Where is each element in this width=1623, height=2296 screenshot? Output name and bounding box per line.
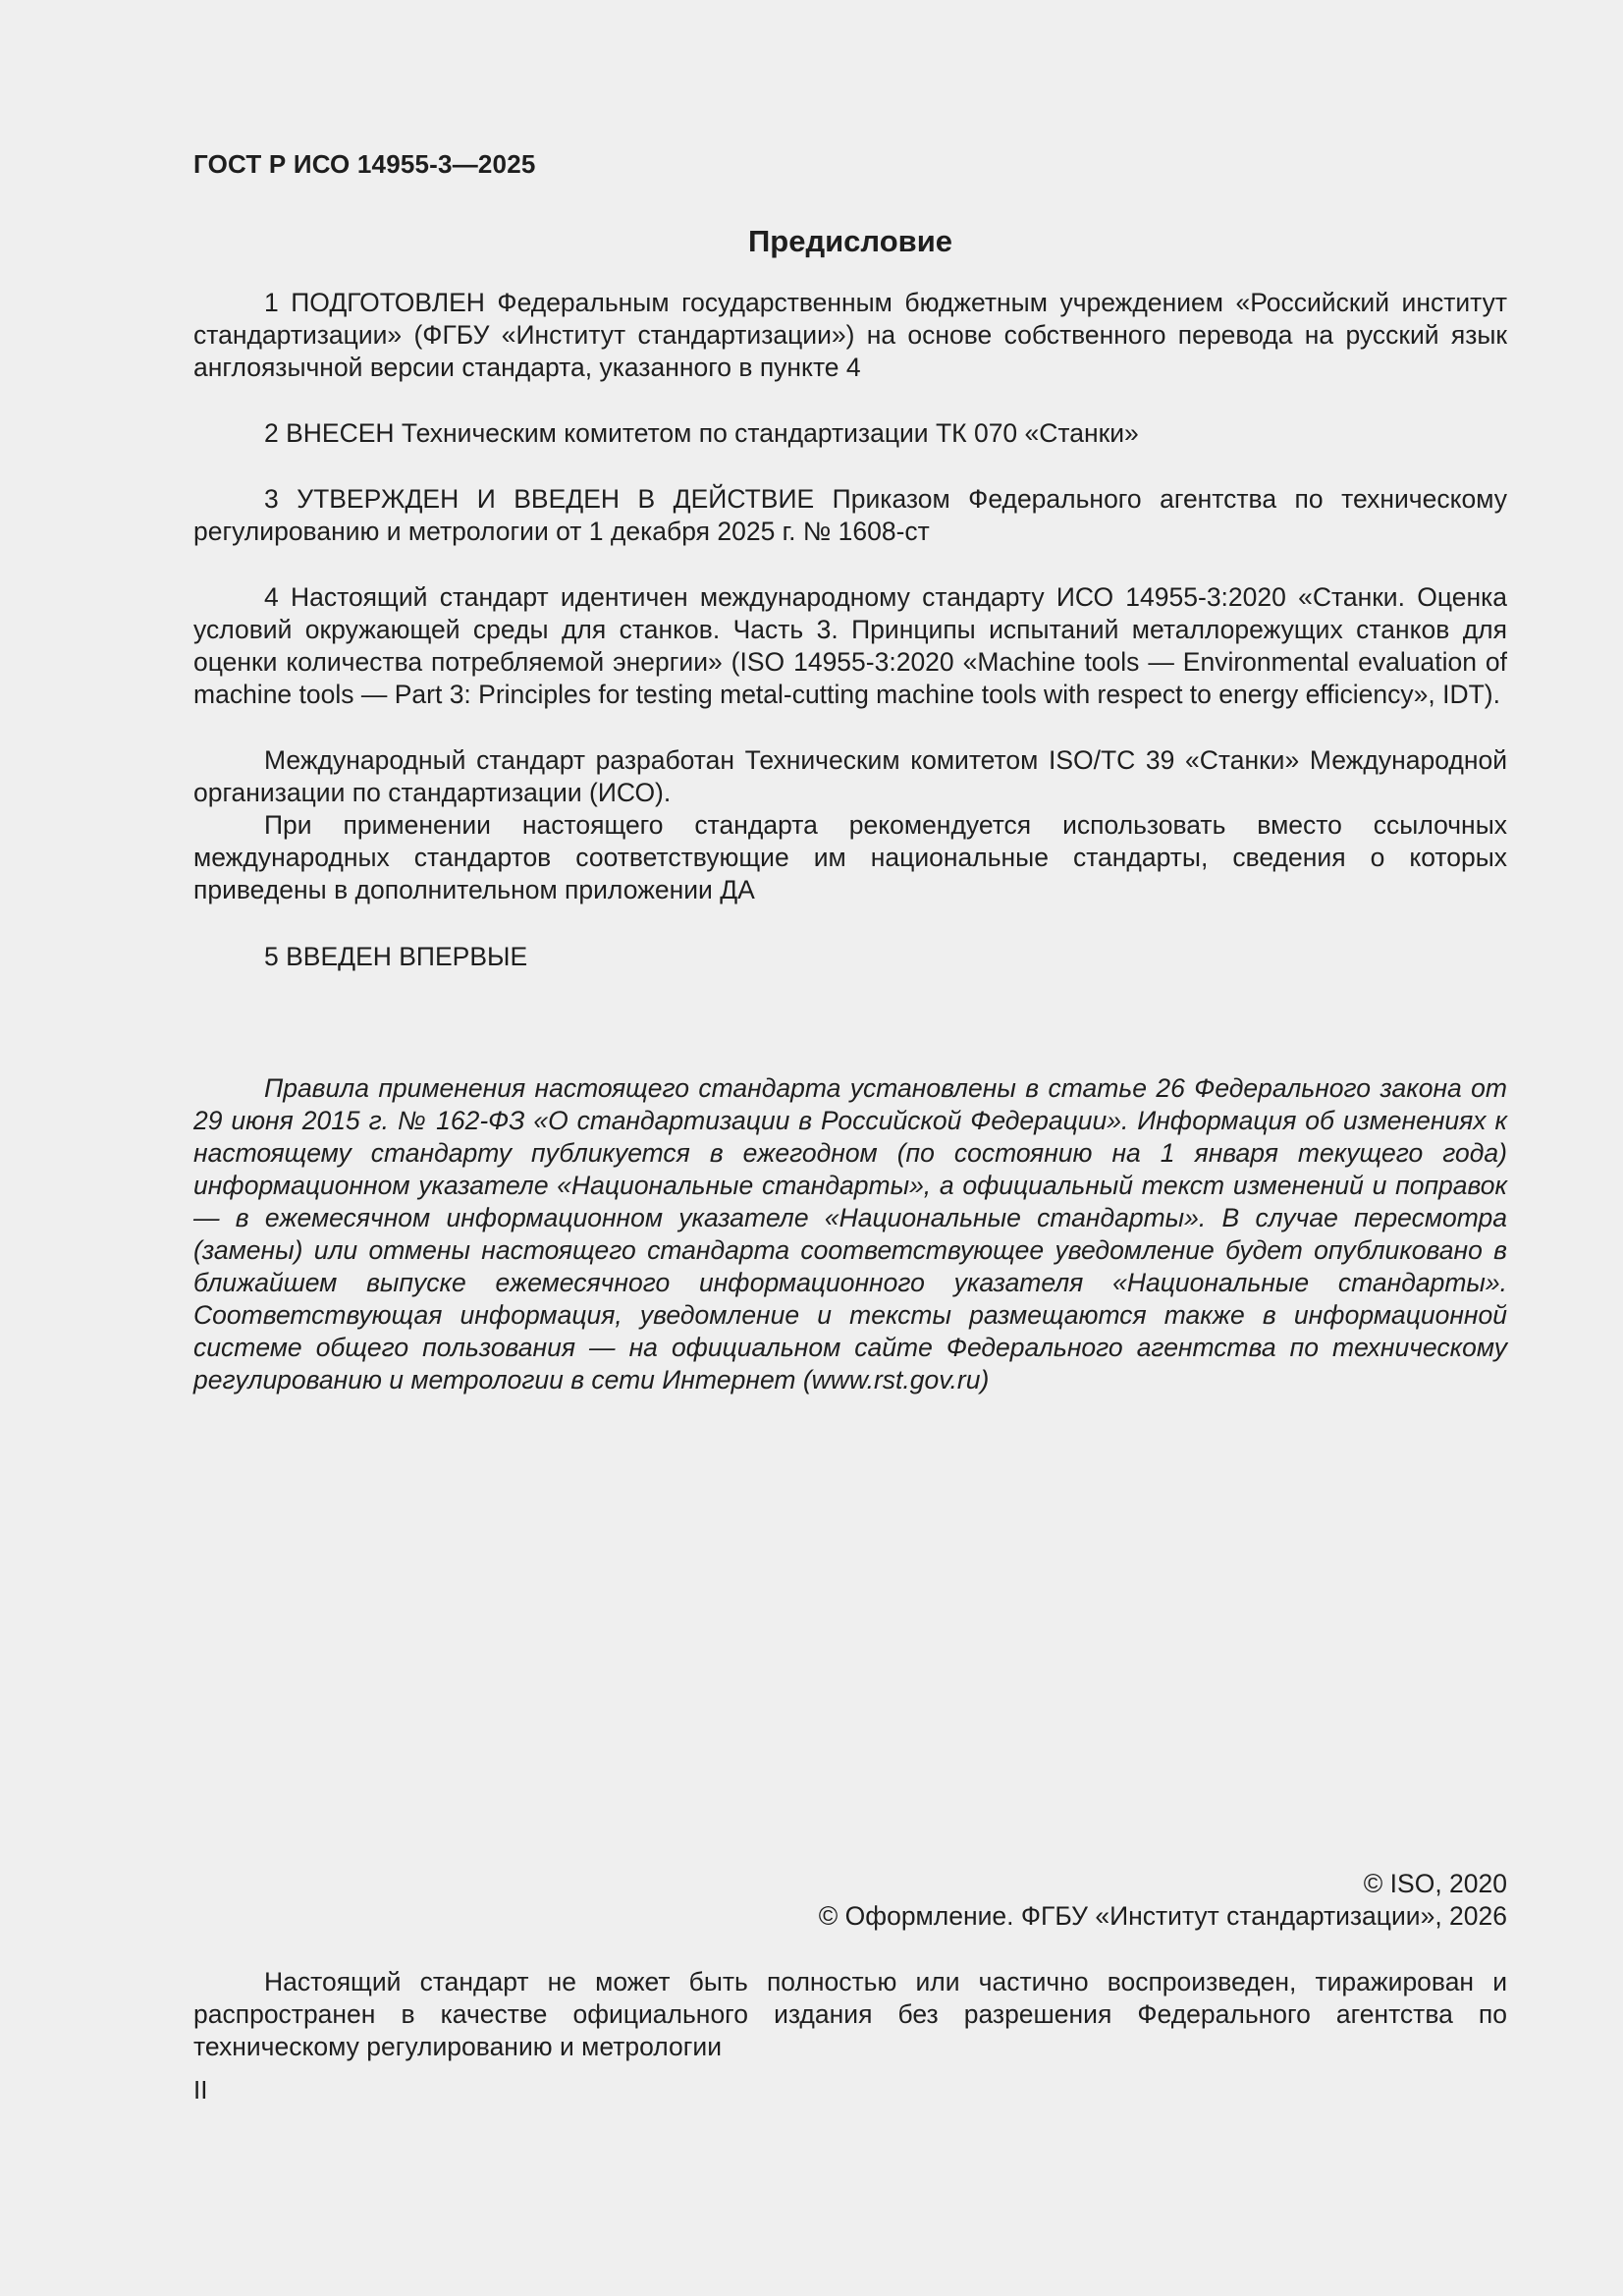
item-5: 5 ВВЕДЕН ВПЕРВЫЕ [264, 942, 528, 971]
item-4-origin: Международный стандарт разработан Техническим комитетом ISO/TC 39 «Станки» Международной организации по стандартизации (ИСО). [193, 745, 1507, 807]
document-page [193, 0, 1507, 2296]
page-number: II [193, 2075, 208, 2105]
standard-code: ГОСТ Р ИСО 14955-3—2025 [193, 149, 536, 179]
item-1: 1 ПОДГОТОВЛЕН Федеральным государственным бюджетным учреждением «Российский институт стандартизации» (ФГБУ «Институт стандартизации») на основе собственного перевода на русский язык англоязычной версии стандарта, указанного в пункте 4 [193, 288, 1507, 382]
copyright-design: © Оформление. ФГБУ «Институт стандартизации», 2026 [818, 1901, 1507, 1931]
application-rules-notice: Правила применения настоящего стандарта установлены в статье 26 Федерального закона от 29 июня 2015 г. № 162-ФЗ «О стандартизации в Российской Федерации». Информация об изменениях к настоящему стандарту публикуется в ежегодном (по состоянию на 1 января текущего года) информационном указателе «Национальные стандарты», а официальный текст изменений и поправок — в ежемесячном информационном указателе «Национальные стандарты». В случае пересмотра (замены) или отмены настоящего стандарта соответствующее уведомление будет опубликовано в ближайшем выпуске ежемесячного информационного указателя «Национальные стандарты». Соответствующая информация, уведомление и тексты размещаются также в информационной системе общего пользования — на официальном сайте Федерального агентства по техническому регулированию и метрологии в сети Интернет (www.rst.gov.ru) [193, 1073, 1507, 1394]
page-title: Предисловие [747, 224, 952, 258]
reproduction-notice: Настоящий стандарт не может быть полностью или частично воспроизведен, тиражирован и распространен в качестве официального издания без разрешения Федерального агентства по техническому регулированию и метрологии [193, 1967, 1507, 2061]
item-4-note: При применении настоящего стандарта рекомендуется использовать вместо ссылочных международных стандартов соответствующие им национальные стандарты, сведения о которых приведены в дополнительном приложении ДА [193, 810, 1507, 904]
item-3: 3 УТВЕРЖДЕН И ВВЕДЕН В ДЕЙСТВИЕ Приказом Федерального агентства по техническому регулированию и метрологии от 1 декабря 2025 г. № 1608-ст [193, 484, 1507, 546]
copyright-iso: © ISO, 2020 [1363, 1869, 1507, 1898]
item-2: 2 ВНЕСЕН Техническим комитетом по стандартизации ТК 070 «Станки» [264, 418, 1139, 448]
item-4: 4 Настоящий стандарт идентичен международному стандарту ИСО 14955-3:2020 «Станки. Оценка условий окружающей среды для станков. Часть 3. Принципы испытаний металлорежущих станков для оценки количества потребляемой энергии» (ISO 14955-3:2020 «Machine tools — Environmental evaluation of machine tools — Part 3: Principles for testing metal-cutting machine tools with respect to energy efficiency», IDT). [193, 582, 1507, 709]
